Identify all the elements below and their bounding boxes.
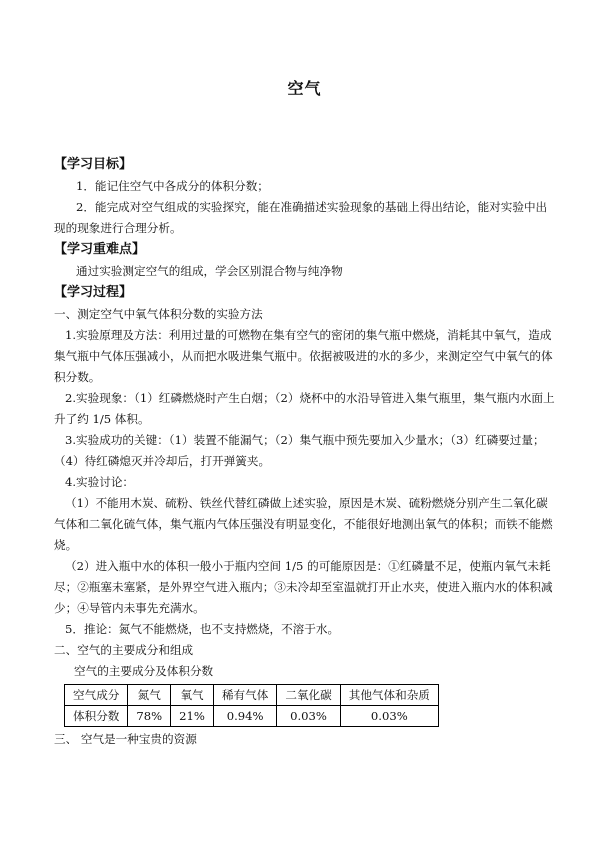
section-1-para-5: （1）不能用木炭、硫粉、铁丝代替红磷做上述实验，原因是木炭、硫粉燃烧分别产生二氧化碳气体和二氧化硫气体，集气瓶内气体压强没有明显变化，不能很好地测出氧气的体积；而铁不能燃烧。 <box>54 496 553 552</box>
section-1-title: 一、测定空气中氧气体积分数的实验方法 <box>54 307 263 321</box>
table-caption: 空气的主要成分及体积分数 <box>74 664 214 678</box>
goal-item-2: 2．能完成对空气组成的实验探究，能在准确描述实验现象的基础上得出结论，能对实验中出现的现象进行合理分析。 <box>54 200 548 235</box>
goal-item-1: 1．能记住空气中各成分的体积分数； <box>76 179 269 193</box>
table-header-cell: 二氧化碳 <box>277 685 340 706</box>
table-header-cell: 稀有气体 <box>213 685 276 706</box>
section-1-para-1: 1.实验原理及方法：利用过量的可燃物在集有空气的密闭的集气瓶中燃烧，消耗其中氧气，造成集气瓶中气体压强减小，从而把水吸进集气瓶中。依据被吸进的水的多少，来测定空气中氧气的体积分数。 <box>54 328 553 384</box>
table-cell: 0.94% <box>213 706 276 727</box>
section-1-para-3: 3.实验成功的关键：（1）装置不能漏气；（2）集气瓶中预先要加入少量水；（3）红磷要过量；（4）待红磷熄灭并冷却后，打开弹簧夹。 <box>54 433 545 468</box>
table-cell: 0.03% <box>277 706 340 727</box>
section-3-title: 三、 空气是一种宝贵的资源 <box>54 732 197 746</box>
table-row <box>65 706 439 727</box>
process-heading: 【学习过程】 <box>54 285 133 300</box>
key-points-heading: 【学习重难点】 <box>54 242 146 257</box>
section-1-para-2: 2.实验现象：（1）红磷燃烧时产生白烟；（2）烧杯中的水沿导管进入集气瓶里，集气瓶内水面上升了约 1/5 体积。 <box>54 391 555 426</box>
table-cell: 21% <box>171 706 214 727</box>
table-cell: 体积分数 <box>65 706 128 727</box>
table-header-cell: 氧气 <box>171 685 214 706</box>
composition-table <box>64 684 439 727</box>
table-header-row <box>65 685 439 706</box>
section-1-para-4: 4.实验讨论： <box>65 475 135 489</box>
section-2-title: 二、空气的主要成分和组成 <box>54 643 194 657</box>
table-header-cell: 氮气 <box>128 685 171 706</box>
table-header-cell: 其他气体和杂质 <box>340 685 438 706</box>
table-cell: 0.03% <box>340 706 438 727</box>
table-cell: 78% <box>128 706 171 727</box>
section-1-para-7: 5．推论：氮气不能燃烧，也不支持燃烧，不溶于水。 <box>65 622 340 636</box>
goals-heading: 【学习目标】 <box>54 157 133 172</box>
key-points-text: 通过实验测定空气的组成，学会区别混合物与纯净物 <box>76 264 343 278</box>
table-header-cell: 空气成分 <box>65 685 128 706</box>
page-title: 空气 <box>287 79 322 98</box>
section-1-para-6: （2）进入瓶中水的体积一般小于瓶内空间 1/5 的可能原因是：①红磷量不足，使瓶内氧气未耗尽；②瓶塞未塞紧，是外界空气进入瓶内；③未冷却至室温就打开止水夹，使进入瓶内水的体积减少；④导管内未事先充满水。 <box>54 559 553 615</box>
